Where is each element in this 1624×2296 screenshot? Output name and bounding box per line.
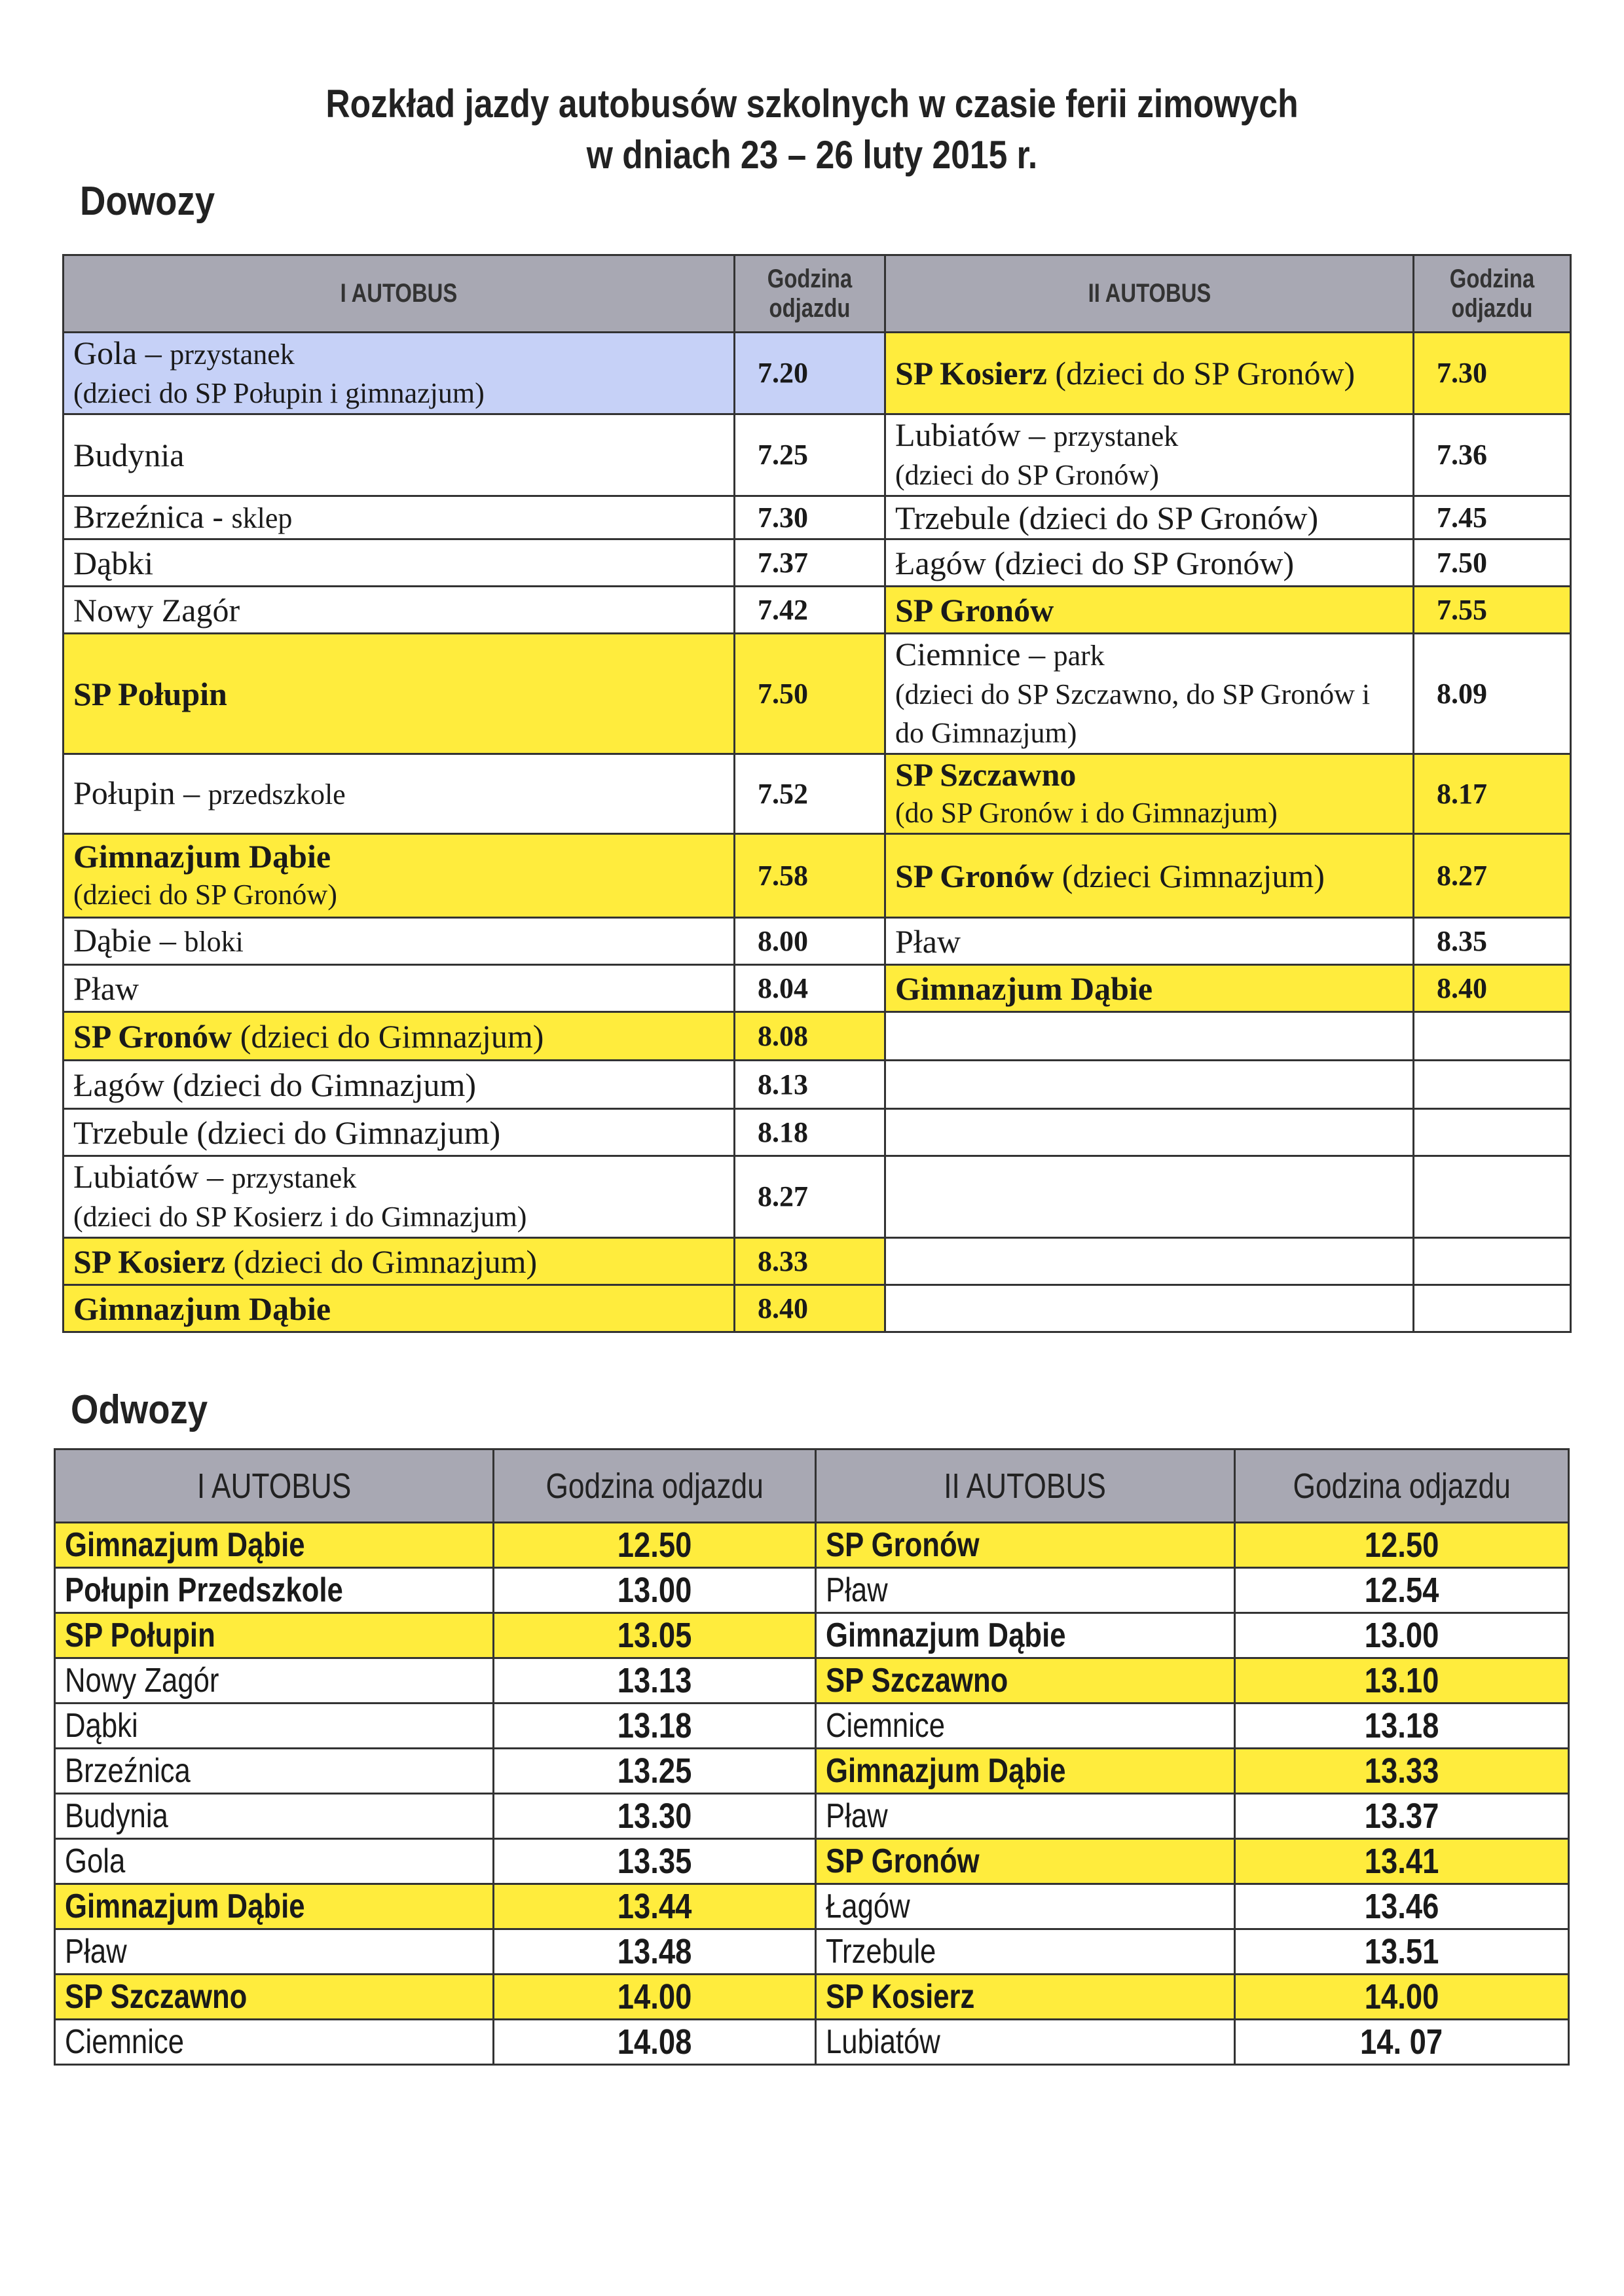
dowozy-row	[64, 587, 1571, 634]
bus2-time: 7.36	[1414, 414, 1571, 496]
bus1-time: 8.04	[735, 965, 885, 1012]
bus2-stop	[885, 587, 1414, 634]
bus1-time: 8.13	[735, 1061, 885, 1109]
bus2-stop	[885, 333, 1414, 414]
bus1-stop	[64, 539, 735, 587]
bus2-stop	[885, 634, 1414, 754]
bus1-time: 8.00	[735, 918, 885, 965]
stop-separator: -	[204, 498, 232, 535]
stop-name: SP Gronów	[895, 857, 1054, 894]
bus1-time: 8.33	[735, 1238, 885, 1285]
bus1-stop	[64, 1109, 735, 1156]
stop-name: Gimnazjum Dąbie	[826, 1752, 1066, 1790]
bus2-empty-cell	[1414, 1012, 1571, 1061]
dowozy-row	[64, 1238, 1571, 1285]
bus2-stop	[885, 918, 1414, 965]
stop-name: Budynia	[73, 437, 185, 473]
bus2-empty-cell	[885, 1061, 1414, 1109]
bus1-time	[494, 2020, 816, 2065]
stop-note: (do SP Gronów i do Gimnazjum)	[895, 797, 1278, 829]
bus1-stop	[64, 965, 735, 1012]
bus2-empty-cell	[885, 1238, 1414, 1285]
stop-name: SP Gronów	[895, 591, 1054, 629]
bus2-stop	[816, 1975, 1235, 2020]
time-value: 14.08	[617, 2022, 692, 2062]
header-bus-2: II AUTOBUS	[885, 255, 1414, 333]
stop-name: Trzebule	[73, 1114, 189, 1151]
bus1-time: 7.50	[735, 634, 885, 754]
dowozy-row	[64, 834, 1571, 918]
time-value: 12.50	[1364, 1525, 1439, 1565]
odwozy-row	[55, 1839, 1569, 1884]
bus2-time	[1235, 2020, 1569, 2065]
bus2-stop	[885, 754, 1414, 834]
odwozy-row	[55, 1523, 1569, 1568]
bus1-stop	[55, 2020, 494, 2065]
section-dowozy-label: Dowozy	[80, 179, 215, 224]
bus2-time	[1235, 1975, 1569, 2020]
time-value: 13.46	[1364, 1887, 1439, 1926]
odwozy-row	[55, 1794, 1569, 1839]
bus1-stop	[55, 1884, 494, 1929]
odwozy-row	[55, 1749, 1569, 1794]
dowozy-row	[64, 1109, 1571, 1156]
stop-name: Lubiatów	[895, 416, 1021, 453]
stop-note: (dzieci do SP Szczawno, do SP Gronów i do Gimnazjum)	[895, 678, 1371, 749]
bus1-time: 7.42	[735, 587, 885, 634]
stop-name: Gimnazjum Dąbie	[73, 838, 331, 875]
bus2-time: 7.50	[1414, 539, 1571, 587]
time-value: 14.00	[1364, 1977, 1439, 2016]
stop-detail: (dzieci do SP Gronów)	[986, 544, 1295, 581]
bus2-time	[1235, 1704, 1569, 1749]
header-time-1: Godzina odjazdu	[735, 255, 885, 333]
stop-separator: –	[151, 922, 185, 958]
bus1-stop	[55, 1749, 494, 1794]
bus1-stop	[55, 1613, 494, 1658]
stop-name: SP Kosierz	[895, 355, 1047, 392]
bus1-time: 8.27	[735, 1156, 885, 1238]
stop-name: Łagów	[826, 1887, 910, 1925]
bus2-stop	[816, 1523, 1235, 1568]
time-value: 13.18	[617, 1706, 692, 1745]
stop-name: Gola	[65, 1842, 126, 1880]
stop-detail: (dzieci do SP Gronów)	[1010, 499, 1319, 536]
bus1-stop	[55, 1929, 494, 1975]
bus2-time: 8.09	[1414, 634, 1571, 754]
stop-detail: (dzieci do Gimnazjum)	[188, 1114, 501, 1151]
bus1-stop	[64, 1012, 735, 1061]
stop-name: Dąbie	[73, 922, 152, 958]
stop-name: Lubiatów	[73, 1158, 199, 1195]
bus1-stop	[55, 1839, 494, 1884]
bus2-time	[1235, 1884, 1569, 1929]
time-value: 12.50	[617, 1525, 692, 1565]
dowozy-row	[64, 333, 1571, 414]
bus1-time: 7.52	[735, 754, 885, 834]
stop-name: SP Połupin	[65, 1616, 215, 1654]
stop-name: SP Szczawno	[895, 756, 1077, 793]
bus2-empty-cell	[1414, 1238, 1571, 1285]
odwozy-row	[55, 1704, 1569, 1749]
header-time-2: Godzina odjazdu	[1414, 255, 1571, 333]
bus1-time	[494, 1568, 816, 1613]
header-time-2: Godzina odjazdu	[1235, 1449, 1569, 1523]
time-value: 13.00	[617, 1571, 692, 1610]
stop-detail: przystanek	[1053, 420, 1179, 452]
bus1-stop	[64, 1285, 735, 1332]
stop-detail: przedszkole	[208, 778, 346, 811]
bus2-time: 8.27	[1414, 834, 1571, 918]
bus1-stop	[64, 1156, 735, 1238]
bus1-time	[494, 1794, 816, 1839]
stop-name: SP Połupin	[73, 675, 227, 712]
odwozy-row	[55, 2020, 1569, 2065]
bus1-time: 7.37	[735, 539, 885, 587]
stop-name: SP Szczawno	[826, 1662, 1008, 1700]
bus1-time: 7.30	[735, 496, 885, 539]
bus1-time	[494, 1658, 816, 1704]
stop-name: Gimnazjum Dąbie	[895, 970, 1153, 1007]
stop-name: Brzeźnica	[73, 498, 204, 535]
time-value: 13.13	[617, 1661, 692, 1700]
stop-detail: (dzieci do Gimnazjum)	[225, 1243, 538, 1280]
header-time-1: Godzina odjazdu	[494, 1449, 816, 1523]
odwozy-row	[55, 1568, 1569, 1613]
stop-name: Pław	[895, 922, 961, 960]
time-value: 13.37	[1364, 1796, 1439, 1836]
bus2-stop	[885, 414, 1414, 496]
bus2-time: 8.35	[1414, 918, 1571, 965]
bus1-time: 7.58	[735, 834, 885, 918]
bus2-time	[1235, 1929, 1569, 1975]
bus2-stop	[816, 1613, 1235, 1658]
bus1-time	[494, 1975, 816, 2020]
bus1-time	[494, 1749, 816, 1794]
bus2-stop	[885, 965, 1414, 1012]
odwozy-table	[54, 1448, 1570, 2066]
dowozy-row	[64, 496, 1571, 539]
bus1-time	[494, 1523, 816, 1568]
stop-detail: przystanek	[170, 338, 295, 371]
stop-name: Pław	[73, 970, 139, 1007]
time-value: 13.30	[617, 1796, 692, 1836]
time-value: 14.00	[617, 1977, 692, 2016]
bus2-time: 7.45	[1414, 496, 1571, 539]
stop-detail: (dzieci do Gimnazjum)	[164, 1066, 477, 1103]
dowozy-row	[64, 634, 1571, 754]
odwozy-row	[55, 1658, 1569, 1704]
dowozy-row	[64, 1061, 1571, 1109]
stop-name: Nowy Zagór	[73, 591, 240, 629]
time-value: 13.44	[617, 1887, 692, 1926]
bus2-time: 8.40	[1414, 965, 1571, 1012]
bus2-time	[1235, 1568, 1569, 1613]
stop-name: Lubiatów	[826, 2023, 940, 2061]
dowozy-header-row	[64, 255, 1571, 333]
bus1-time	[494, 1884, 816, 1929]
stop-note: (dzieci do SP Gronów)	[73, 879, 337, 911]
bus2-stop	[816, 1568, 1235, 1613]
stop-name: SP Gronów	[73, 1017, 232, 1055]
stop-name: SP Szczawno	[65, 1978, 248, 2016]
odwozy-row	[55, 1613, 1569, 1658]
bus2-stop	[885, 539, 1414, 587]
bus2-empty-cell	[1414, 1285, 1571, 1332]
bus1-time	[494, 1839, 816, 1884]
stop-name: Łagów	[73, 1066, 164, 1103]
stop-separator: –	[1020, 416, 1054, 453]
time-value: 13.41	[1364, 1842, 1439, 1881]
bus2-empty-cell	[885, 1285, 1414, 1332]
bus1-stop	[64, 496, 735, 539]
bus1-stop	[64, 1061, 735, 1109]
time-value: 12.54	[1364, 1571, 1439, 1610]
time-value: 13.48	[617, 1932, 692, 1971]
stop-name: Pław	[826, 1797, 888, 1835]
stop-name: Gimnazjum Dąbie	[73, 1290, 331, 1327]
time-value: 13.05	[617, 1616, 692, 1655]
odwozy-row	[55, 1884, 1569, 1929]
bus1-stop	[64, 333, 735, 414]
time-value: 13.33	[1364, 1751, 1439, 1791]
time-value: 14. 07	[1360, 2022, 1443, 2062]
bus2-stop	[816, 1704, 1235, 1749]
bus2-time	[1235, 1794, 1569, 1839]
stop-name: Pław	[65, 1933, 127, 1971]
bus2-stop	[816, 1929, 1235, 1975]
stop-separator: –	[198, 1158, 232, 1195]
bus1-time: 8.08	[735, 1012, 885, 1061]
time-value: 13.10	[1364, 1661, 1439, 1700]
bus2-empty-cell	[1414, 1109, 1571, 1156]
bus1-time: 7.25	[735, 414, 885, 496]
stop-name: Ciemnice	[826, 1707, 946, 1745]
stop-detail: bloki	[184, 926, 244, 958]
stop-separator: –	[137, 335, 170, 371]
bus1-time	[494, 1613, 816, 1658]
stop-name: SP Gronów	[826, 1526, 980, 1564]
dowozy-row	[64, 539, 1571, 587]
bus1-time: 8.40	[735, 1285, 885, 1332]
stop-note: (dzieci do SP Kosierz i do Gimnazjum)	[73, 1201, 527, 1233]
dowozy-row	[64, 1156, 1571, 1238]
bus2-empty-cell	[1414, 1061, 1571, 1109]
document-title	[114, 79, 1511, 181]
header-bus-1: I AUTOBUS	[64, 255, 735, 333]
stop-note: (dzieci do SP Połupin i gimnazjum)	[73, 377, 485, 409]
time-value: 13.35	[617, 1842, 692, 1881]
stop-detail: (dzieci Gimnazjum)	[1054, 857, 1325, 894]
bus2-time	[1235, 1658, 1569, 1704]
time-value: 13.51	[1364, 1932, 1439, 1971]
bus1-stop	[55, 1568, 494, 1613]
bus2-time	[1235, 1613, 1569, 1658]
stop-name: SP Gronów	[826, 1842, 980, 1880]
stop-name: Gimnazjum Dąbie	[826, 1616, 1066, 1654]
bus2-time	[1235, 1523, 1569, 1568]
odwozy-header-row	[55, 1449, 1569, 1523]
stop-name: Ciemnice	[65, 2023, 185, 2061]
bus2-time: 7.55	[1414, 587, 1571, 634]
bus2-time: 8.17	[1414, 754, 1571, 834]
dowozy-row	[64, 1012, 1571, 1061]
stop-name: Gimnazjum Dąbie	[65, 1526, 305, 1564]
bus2-stop	[816, 2020, 1235, 2065]
bus2-time	[1235, 1749, 1569, 1794]
header-bus-1: I AUTOBUS	[55, 1449, 494, 1523]
bus1-stop	[55, 1658, 494, 1704]
stop-name: Połupin	[73, 774, 175, 811]
bus1-time	[494, 1704, 816, 1749]
bus2-empty-cell	[885, 1012, 1414, 1061]
stop-name: Dąbki	[65, 1707, 138, 1745]
stop-note: (dzieci do SP Gronów)	[895, 459, 1159, 491]
title-line-2: w dniach 23 – 26 luty 2015 r.	[586, 133, 1038, 177]
time-value: 13.18	[1364, 1706, 1439, 1745]
bus1-time: 8.18	[735, 1109, 885, 1156]
stop-detail: sklep	[231, 502, 293, 534]
stop-detail: park	[1053, 640, 1105, 672]
header-bus-2: II AUTOBUS	[816, 1449, 1235, 1523]
time-value: 13.25	[617, 1751, 692, 1791]
stop-name: SP Kosierz	[73, 1243, 225, 1280]
bus2-stop	[816, 1658, 1235, 1704]
bus1-stop	[64, 634, 735, 754]
bus1-stop	[64, 754, 735, 834]
bus1-stop	[64, 414, 735, 496]
stop-name: Łagów	[895, 544, 986, 581]
bus1-stop	[64, 918, 735, 965]
odwozy-row	[55, 1975, 1569, 2020]
stop-detail: (dzieci do SP Gronów)	[1046, 355, 1356, 392]
bus2-stop	[816, 1884, 1235, 1929]
bus1-stop	[64, 587, 735, 634]
stop-name: Gola	[73, 335, 138, 371]
bus1-time	[494, 1929, 816, 1975]
bus1-time: 7.20	[735, 333, 885, 414]
dowozy-row	[64, 965, 1571, 1012]
stop-name: Trzebule	[895, 499, 1010, 536]
bus2-stop	[816, 1839, 1235, 1884]
stop-name: Pław	[826, 1571, 888, 1609]
bus1-stop	[55, 1975, 494, 2020]
stop-separator: –	[175, 774, 208, 811]
stop-name: SP Kosierz	[826, 1978, 975, 2016]
bus1-stop	[64, 834, 735, 918]
stop-name: Dąbki	[73, 544, 154, 581]
bus1-stop	[55, 1704, 494, 1749]
dowozy-row	[64, 1285, 1571, 1332]
stop-name: Połupin Przedszkole	[65, 1571, 343, 1609]
time-value: 13.00	[1364, 1616, 1439, 1655]
stop-detail: (dzieci do Gimnazjum)	[232, 1017, 544, 1055]
bus2-empty-cell	[885, 1109, 1414, 1156]
stop-name: Brzeźnica	[65, 1752, 191, 1790]
dowozy-row	[64, 918, 1571, 965]
odwozy-row	[55, 1929, 1569, 1975]
bus2-time	[1235, 1839, 1569, 1884]
bus1-stop	[55, 1523, 494, 1568]
bus2-stop	[816, 1794, 1235, 1839]
stop-name: Budynia	[65, 1797, 168, 1835]
stop-name: Ciemnice	[895, 636, 1021, 672]
section-odwozy-label: Odwozy	[71, 1387, 208, 1432]
title-line-1: Rozkład jazdy autobusów szkolnych w czasie ferii zimowych	[325, 82, 1299, 126]
dowozy-row	[64, 414, 1571, 496]
bus2-stop	[885, 834, 1414, 918]
bus1-stop	[64, 1238, 735, 1285]
bus2-stop	[816, 1749, 1235, 1794]
bus1-stop	[55, 1794, 494, 1839]
stop-separator: –	[1020, 636, 1054, 672]
bus2-empty-cell	[1414, 1156, 1571, 1238]
bus2-time: 7.30	[1414, 333, 1571, 414]
stop-name: Nowy Zagór	[65, 1662, 219, 1700]
dowozy-table	[62, 254, 1572, 1333]
dowozy-row	[64, 754, 1571, 834]
stop-detail: przystanek	[231, 1162, 357, 1194]
bus2-empty-cell	[885, 1156, 1414, 1238]
stop-name: Gimnazjum Dąbie	[65, 1887, 305, 1925]
stop-name: Trzebule	[826, 1933, 936, 1971]
bus2-stop	[885, 496, 1414, 539]
